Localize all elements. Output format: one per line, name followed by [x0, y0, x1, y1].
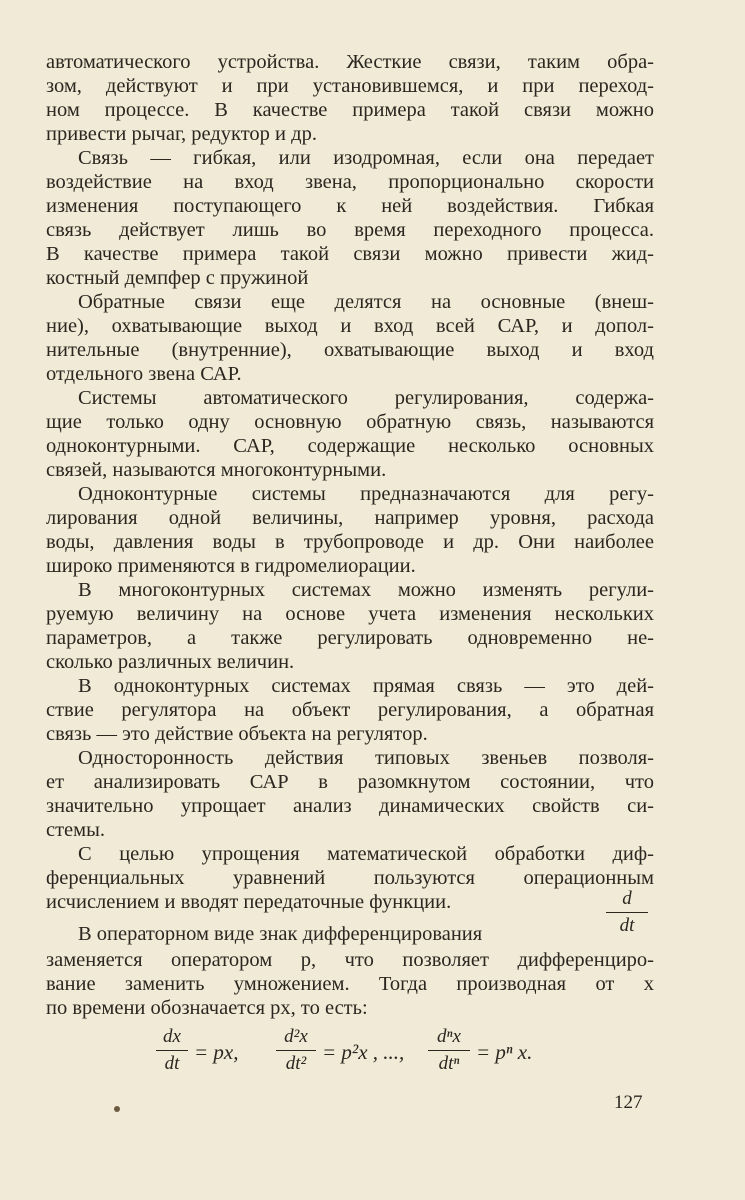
derivative-fraction — [606, 888, 648, 937]
ink-dot — [114, 1106, 120, 1112]
fraction-bar — [276, 1050, 316, 1051]
fraction-numerator: dx — [163, 1026, 181, 1047]
formula-rhs-1: = px, — [194, 1040, 239, 1064]
formula-fraction-3 — [428, 1026, 470, 1075]
text-line: связей, называются многоконтурными. — [46, 459, 387, 481]
text-line: В одноконтурных системах прямая связь — это дей- — [78, 675, 654, 697]
text-line: В многоконтурных системах можно изменять регули- — [78, 579, 654, 601]
fraction-bar — [428, 1050, 470, 1051]
text-line: ствие регулятора на объект регулирования, а обратная — [46, 699, 654, 721]
text-line: значительно упрощает анализ динамических свойств си- — [46, 795, 654, 817]
fraction-bar — [156, 1050, 188, 1051]
fraction-numerator: d — [622, 888, 632, 909]
text-line: широко применяются в гидромелиорации. — [46, 555, 416, 577]
text-line: Системы автоматического регулирования, содержа- — [78, 387, 654, 409]
text-line: исчислением и вводят передаточные функции. — [46, 891, 452, 913]
text-line: параметров, а также регулировать одновременно не- — [46, 627, 654, 649]
text-line: В операторном виде знак дифференцирования — [78, 923, 483, 945]
text-line: сколько различных величин. — [46, 651, 295, 673]
text-line: ференциальных уравнений пользуются операционным — [46, 867, 654, 889]
text-line: воды, давления воды в трубопроводе и др. Они наиболее — [46, 531, 654, 553]
fraction-denominator: dt — [164, 1053, 180, 1074]
formula-rhs-2: = p²x , ..., — [322, 1040, 405, 1064]
formula-fraction-2 — [276, 1026, 316, 1075]
text-line: зом, действуют и при установившемся, и при переход- — [46, 75, 654, 97]
text-line: изменения поступающего к ней воздействия. Гибкая — [46, 195, 654, 217]
text-line: отдельного звена САР. — [46, 363, 242, 385]
text-line: ном процессе. В качестве примера такой связи можно — [46, 99, 654, 121]
text-line: привести рычаг, редуктор и др. — [46, 123, 317, 145]
text-line: связь — это действие объекта на регулятор. — [46, 723, 428, 745]
fraction-denominator: dtⁿ — [438, 1053, 460, 1074]
page-number: 127 — [614, 1092, 643, 1113]
text-line: костный демпфер с пружиной — [46, 267, 309, 289]
text-line: заменяется оператором p, что позволяет дифференциро- — [46, 949, 654, 971]
text-line: Обратные связи еще делятся на основные (внеш- — [78, 291, 654, 313]
text-line: ет анализировать САР в разомкнутом состоянии, что — [46, 771, 654, 793]
text-line: В качестве примера такой связи можно привести жид- — [46, 243, 654, 265]
text-line: Односторонность действия типовых звеньев позволя- — [78, 747, 654, 769]
formula-rhs-3: = pⁿ x. — [476, 1040, 533, 1064]
fraction-denominator: dt² — [285, 1053, 307, 1074]
text-line: щие только одну основную обратную связь, называются — [46, 411, 654, 433]
text-line: одноконтурными. САР, содержащие несколько основных — [46, 435, 654, 457]
fraction-numerator: d²x — [284, 1026, 308, 1047]
text-line: автоматического устройства. Жесткие связи, таким обра- — [46, 51, 654, 73]
text-line: воздействие на вход звена, пропорционально скорости — [46, 171, 654, 193]
text-line: лирования одной величины, например уровня, расхода — [46, 507, 654, 529]
text-line: стемы. — [46, 819, 106, 841]
text-line: руемую величину на основе учета изменения нескольких — [46, 603, 654, 625]
text-line: С целью упрощения математической обработки диф- — [78, 843, 654, 865]
text-line: вание заменить умножением. Тогда производная от x — [46, 973, 654, 995]
text-line: Связь — гибкая, или изодромная, если она передает — [78, 147, 654, 169]
text-line: Одноконтурные системы предназначаются для регу- — [78, 483, 654, 505]
text-line: нительные (внутренние), охватывающие выход и вход — [46, 339, 654, 361]
fraction-numerator: dⁿx — [437, 1026, 461, 1047]
fraction-denominator: dt — [619, 915, 635, 936]
text-line: ние), охватывающие выход и вход всей САР, и допол- — [46, 315, 654, 337]
text-line: связь действует лишь во время переходного процесса. — [46, 219, 654, 241]
text-line: по времени обозначается px, то есть: — [46, 997, 368, 1019]
formula-fraction-1 — [156, 1026, 188, 1075]
fraction-bar — [606, 912, 648, 913]
